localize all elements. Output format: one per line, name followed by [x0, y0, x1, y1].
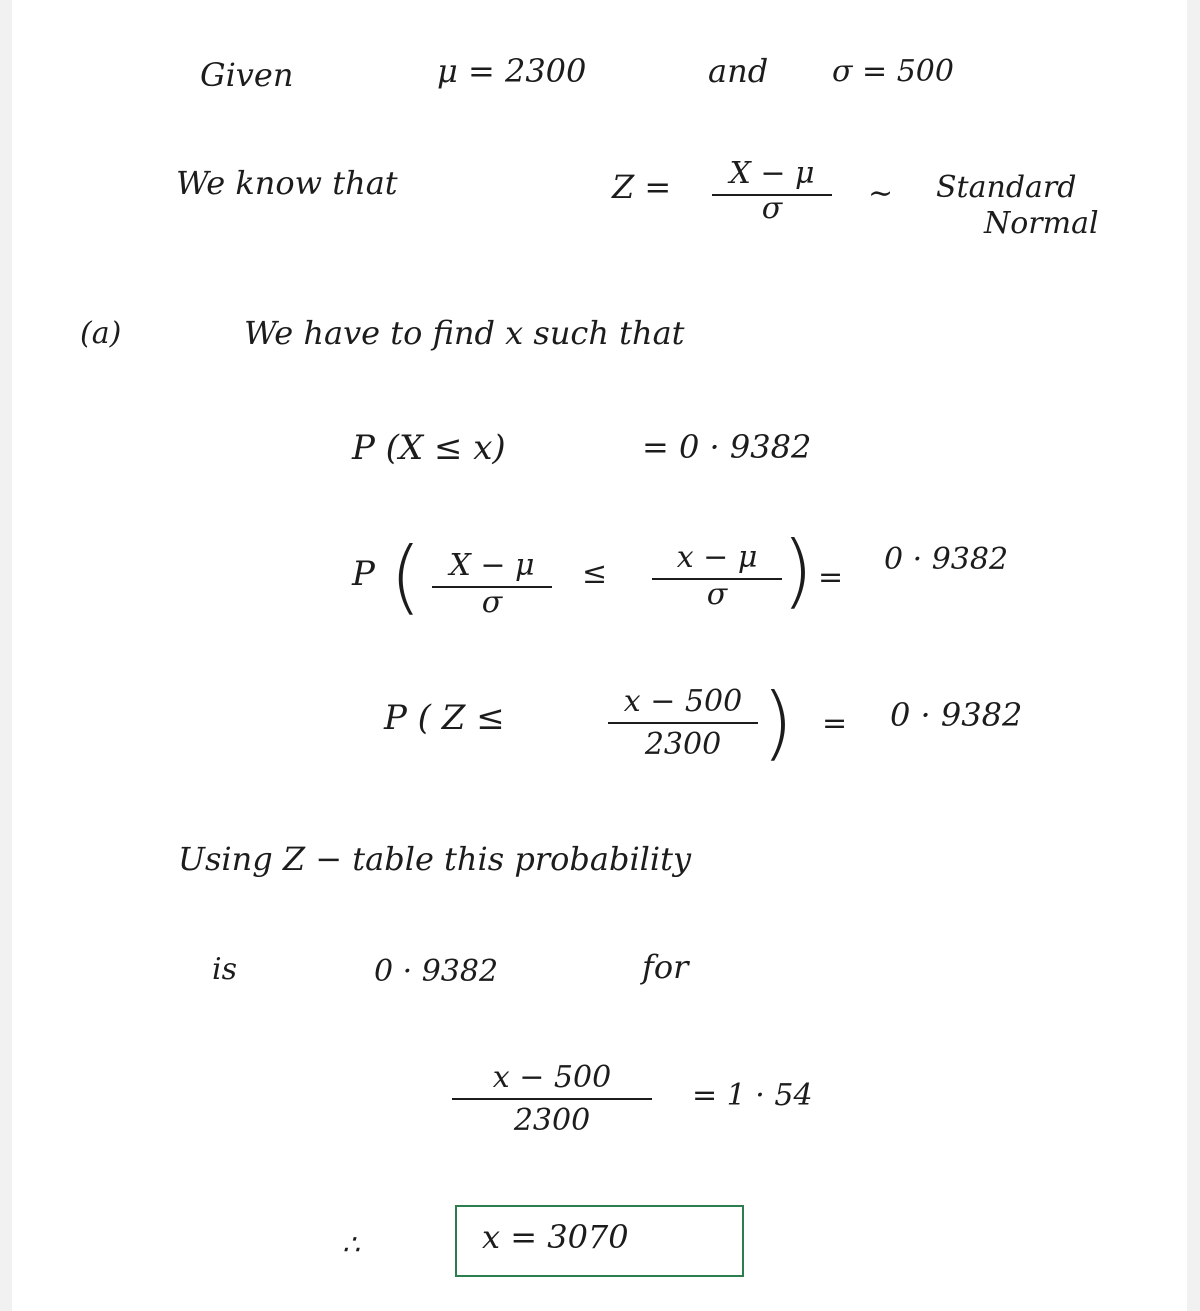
- final-fraction-num: x − 500: [492, 1060, 612, 1095]
- final-fraction: [452, 1060, 652, 1138]
- equals-154: = 1 · 54: [692, 1078, 813, 1113]
- close-paren-2: ): [762, 676, 794, 769]
- z-value-den: 2300: [644, 727, 722, 762]
- sigma-value: σ = 500: [832, 54, 954, 89]
- is-word: is: [212, 952, 237, 987]
- standardized-x-fraction: [432, 548, 552, 620]
- z-value-num: x − 500: [623, 684, 743, 719]
- z-numerator: X − μ: [729, 156, 815, 191]
- p-symbol-standardize: P: [352, 554, 375, 594]
- and-word: and: [708, 52, 769, 90]
- answer-sheet: [12, 0, 1187, 1311]
- given-label: Given: [200, 56, 294, 94]
- value-9382-3: 0 · 9382: [374, 954, 499, 989]
- value-9382-2: 0 · 9382: [890, 696, 1023, 734]
- z-value-bar: [608, 722, 758, 724]
- standardized-x-den: σ: [481, 585, 503, 620]
- final-answer: x = 3070: [482, 1218, 629, 1256]
- standardized-lower-x-den: σ: [706, 577, 728, 612]
- distributed-as: ∼: [868, 176, 894, 211]
- standard-word: Standard: [936, 170, 1077, 205]
- value-9382: 0 · 9382: [884, 542, 1009, 577]
- z-equals: Z =: [612, 168, 672, 206]
- final-fraction-den: 2300: [513, 1103, 591, 1138]
- le-symbol: ≤: [582, 556, 608, 591]
- using-z-table: Using Z − table this probability: [178, 840, 692, 878]
- standardized-lower-x-num: x − μ: [676, 540, 758, 575]
- p-z-le: P ( Z ≤: [384, 698, 505, 738]
- probability-lhs: P (X ≤ x): [352, 428, 506, 468]
- standardized-lower-x-fraction: [652, 540, 782, 612]
- for-word: for: [642, 948, 689, 986]
- open-paren: (: [390, 530, 422, 623]
- final-fraction-bar: [452, 1098, 652, 1100]
- therefore-symbol: ∴: [342, 1228, 360, 1261]
- normal-word: Normal: [984, 206, 1099, 241]
- z-fraction: [712, 156, 832, 226]
- close-paren: ): [782, 524, 814, 617]
- find-statement: We have to find x such that: [244, 314, 685, 352]
- we-know-that: We know that: [176, 164, 398, 202]
- z-denominator: σ: [761, 191, 783, 226]
- equals-sign: =: [818, 560, 844, 595]
- mu-value: μ = 2300: [437, 52, 587, 90]
- part-a-label: (a): [80, 316, 122, 351]
- equals-sign-2: =: [822, 706, 848, 741]
- probability-rhs: = 0 · 9382: [642, 428, 812, 466]
- z-value-fraction: [608, 684, 758, 762]
- standardized-x-num: X − μ: [449, 548, 535, 583]
